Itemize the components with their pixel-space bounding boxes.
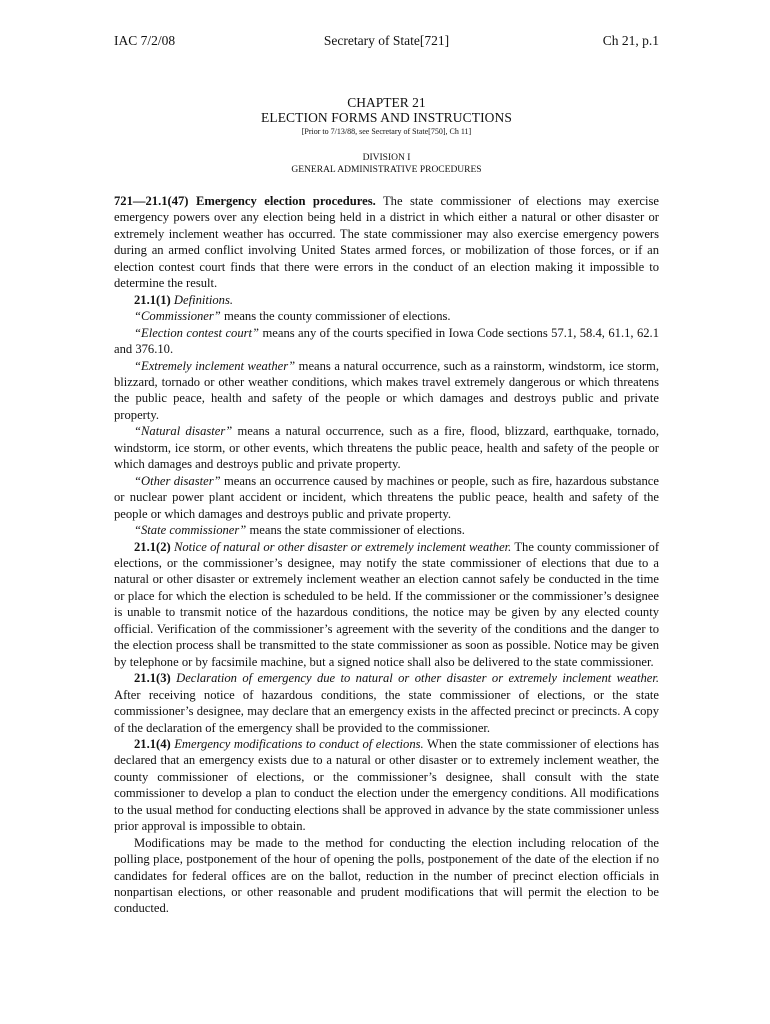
rule-intro-paragraph (114, 193, 659, 292)
rule-title: Emergency election procedures. (195, 194, 376, 208)
chapter-heading (114, 95, 659, 138)
header-date: IAC 7/2/08 (114, 33, 176, 48)
definition (114, 473, 659, 522)
chapter-title: ELECTION FORMS AND INSTRUCTIONS (261, 110, 512, 125)
definition (114, 308, 659, 324)
definition-text: means the county commissioner of elections. (223, 309, 451, 324)
definition-text: means the state commissioner of elections. (249, 523, 465, 538)
division-number: DIVISION I (362, 153, 411, 163)
subrule-1-heading (114, 292, 659, 308)
definition (114, 522, 659, 538)
definition-term: “State commissioner” (134, 523, 247, 538)
subrule-number: 21.1(3) (134, 671, 171, 686)
subrule-title: Definitions. (173, 292, 234, 307)
definition (114, 325, 659, 358)
subrule-number: 21.1(1) (134, 292, 171, 307)
subrule-number: 21.1(4) (134, 736, 171, 751)
definition-term: “Natural disaster” (134, 424, 233, 439)
definition (114, 358, 659, 424)
definition (114, 423, 659, 472)
rule-body (114, 193, 659, 917)
definition-text: means any of the courts specified in Iowa Code sections 57.1, 58.4, 61.1, 62.1 and 376.10. (114, 325, 659, 357)
subrule-title: Emergency modifications to conduct of elections. (174, 736, 424, 751)
subrule-number: 21.1(2) (134, 539, 171, 554)
definition-term: “Election contest court” (134, 325, 260, 340)
subrule-2-paragraph (114, 539, 659, 671)
subrule-title: Declaration of emergency due to natural or other disaster or extremely inclement weather. (176, 671, 659, 686)
definition-text: means an occurrence caused by machines or people, such as fire, hazardous substance or nuclear power plant accident or incident, which threatens the public peace, health and safety of the people or which damages and destroys public and private property. (114, 473, 659, 521)
definition-term: “Other disaster” (134, 473, 221, 488)
definition-text: means a natural occurrence, such as a rainstorm, windstorm, ice storm, blizzard, tornado or other weather conditions, which makes travel extremely dangerous or which threatens the public peace, health and safety of the people or which damages and destroys public and private property. (114, 358, 659, 422)
definition-term: “Commissioner” (134, 309, 221, 324)
chapter-number: CHAPTER 21 (347, 95, 426, 110)
running-header (114, 33, 659, 53)
subrule-3-paragraph (114, 670, 659, 736)
subrule-title: Notice of natural or other disaster or extremely inclement weather. (173, 539, 512, 554)
division-title: GENERAL ADMINISTRATIVE PROCEDURES (291, 165, 482, 175)
division-heading (114, 152, 659, 176)
subrule-text: After receiving notice of hazardous conditions, the state commissioner of elections, or the state commissioner’s designee, may declare that an emergency exists in the affected precinct or precincts. A copy of the declaration of the emergency shall be provided to the commissioner. (114, 687, 659, 735)
definition-text: means a natural occurrence, such as a fire, flood, blizzard, earthquake, tornado, windstorm, ice storm, or other events, which threatens the public peace, health and safety of the people or which damages and destroys public and private property. (114, 424, 659, 472)
rule-text: The state commissioner of elections may exercise emergency powers over any election being held in a district in which either a natural or other disaster or extremely inclement weather has occurred. The state commissioner may also exercise emergency powers during an armed conflict involving United States armed forces, or mobilization of those forces, or if an election contest court finds that there were errors in the conduct of an election making it impossible to determine the result. (114, 194, 660, 291)
header-agency: Secretary of State[721] (323, 33, 450, 48)
chapter-history-note: [Prior to 7/13/88, see Secretary of State[750], Ch 11] (301, 127, 472, 136)
definition-term: “Extremely inclement weather” (134, 358, 296, 373)
header-page-number: Ch 21, p.1 (602, 33, 659, 48)
subrule-text: When the state commissioner of elections has declared that an emergency exists due to a natural or other disaster or to extremely inclement weather, the county commissioner of elections, or the commissioner’s designee, shall consult with the state commissioner to develop a plan to conduct the election under the emergency conditions. All modifications to the usual method for conducting elections shall be approved in advance by the state commissioner unless prior approval is impossible to obtain. (114, 736, 659, 834)
subrule-4-continuation: Modifications may be made to the method for conducting the election including relocation of the polling place, postponement of the hour of opening the polls, postponement of the date of the election if no candidates for federal offices are on the ballot, reduction in the number of precinct election officials in nonpartisan elections, or other reasonable and prudent modifications that will permit the election to be conducted. (114, 835, 659, 916)
subrule-text: The county commissioner of elections, or the commissioner’s designee, may notify the state commissioner of elections that due to a natural or other disaster or extremely inclement weather an election cannot safely be conducted in the time or place for which the election is scheduled to be held. If the commissioner or the commissioner’s designee is unable to transmit notice of the hazardous conditions, the notice may be given by any elected county official. Verification of the commissioner’s agreement with the severity of the conditions and the danger to the election process shall be transmitted to the state commissioner as soon as possible. Notice may be given by telephone or by facsimile machine, but a signed notice shall also be delivered to the state commissioner. (114, 539, 660, 669)
subrule-4-paragraph (114, 736, 659, 835)
rule-number: 721—21.1(47) (114, 194, 189, 208)
